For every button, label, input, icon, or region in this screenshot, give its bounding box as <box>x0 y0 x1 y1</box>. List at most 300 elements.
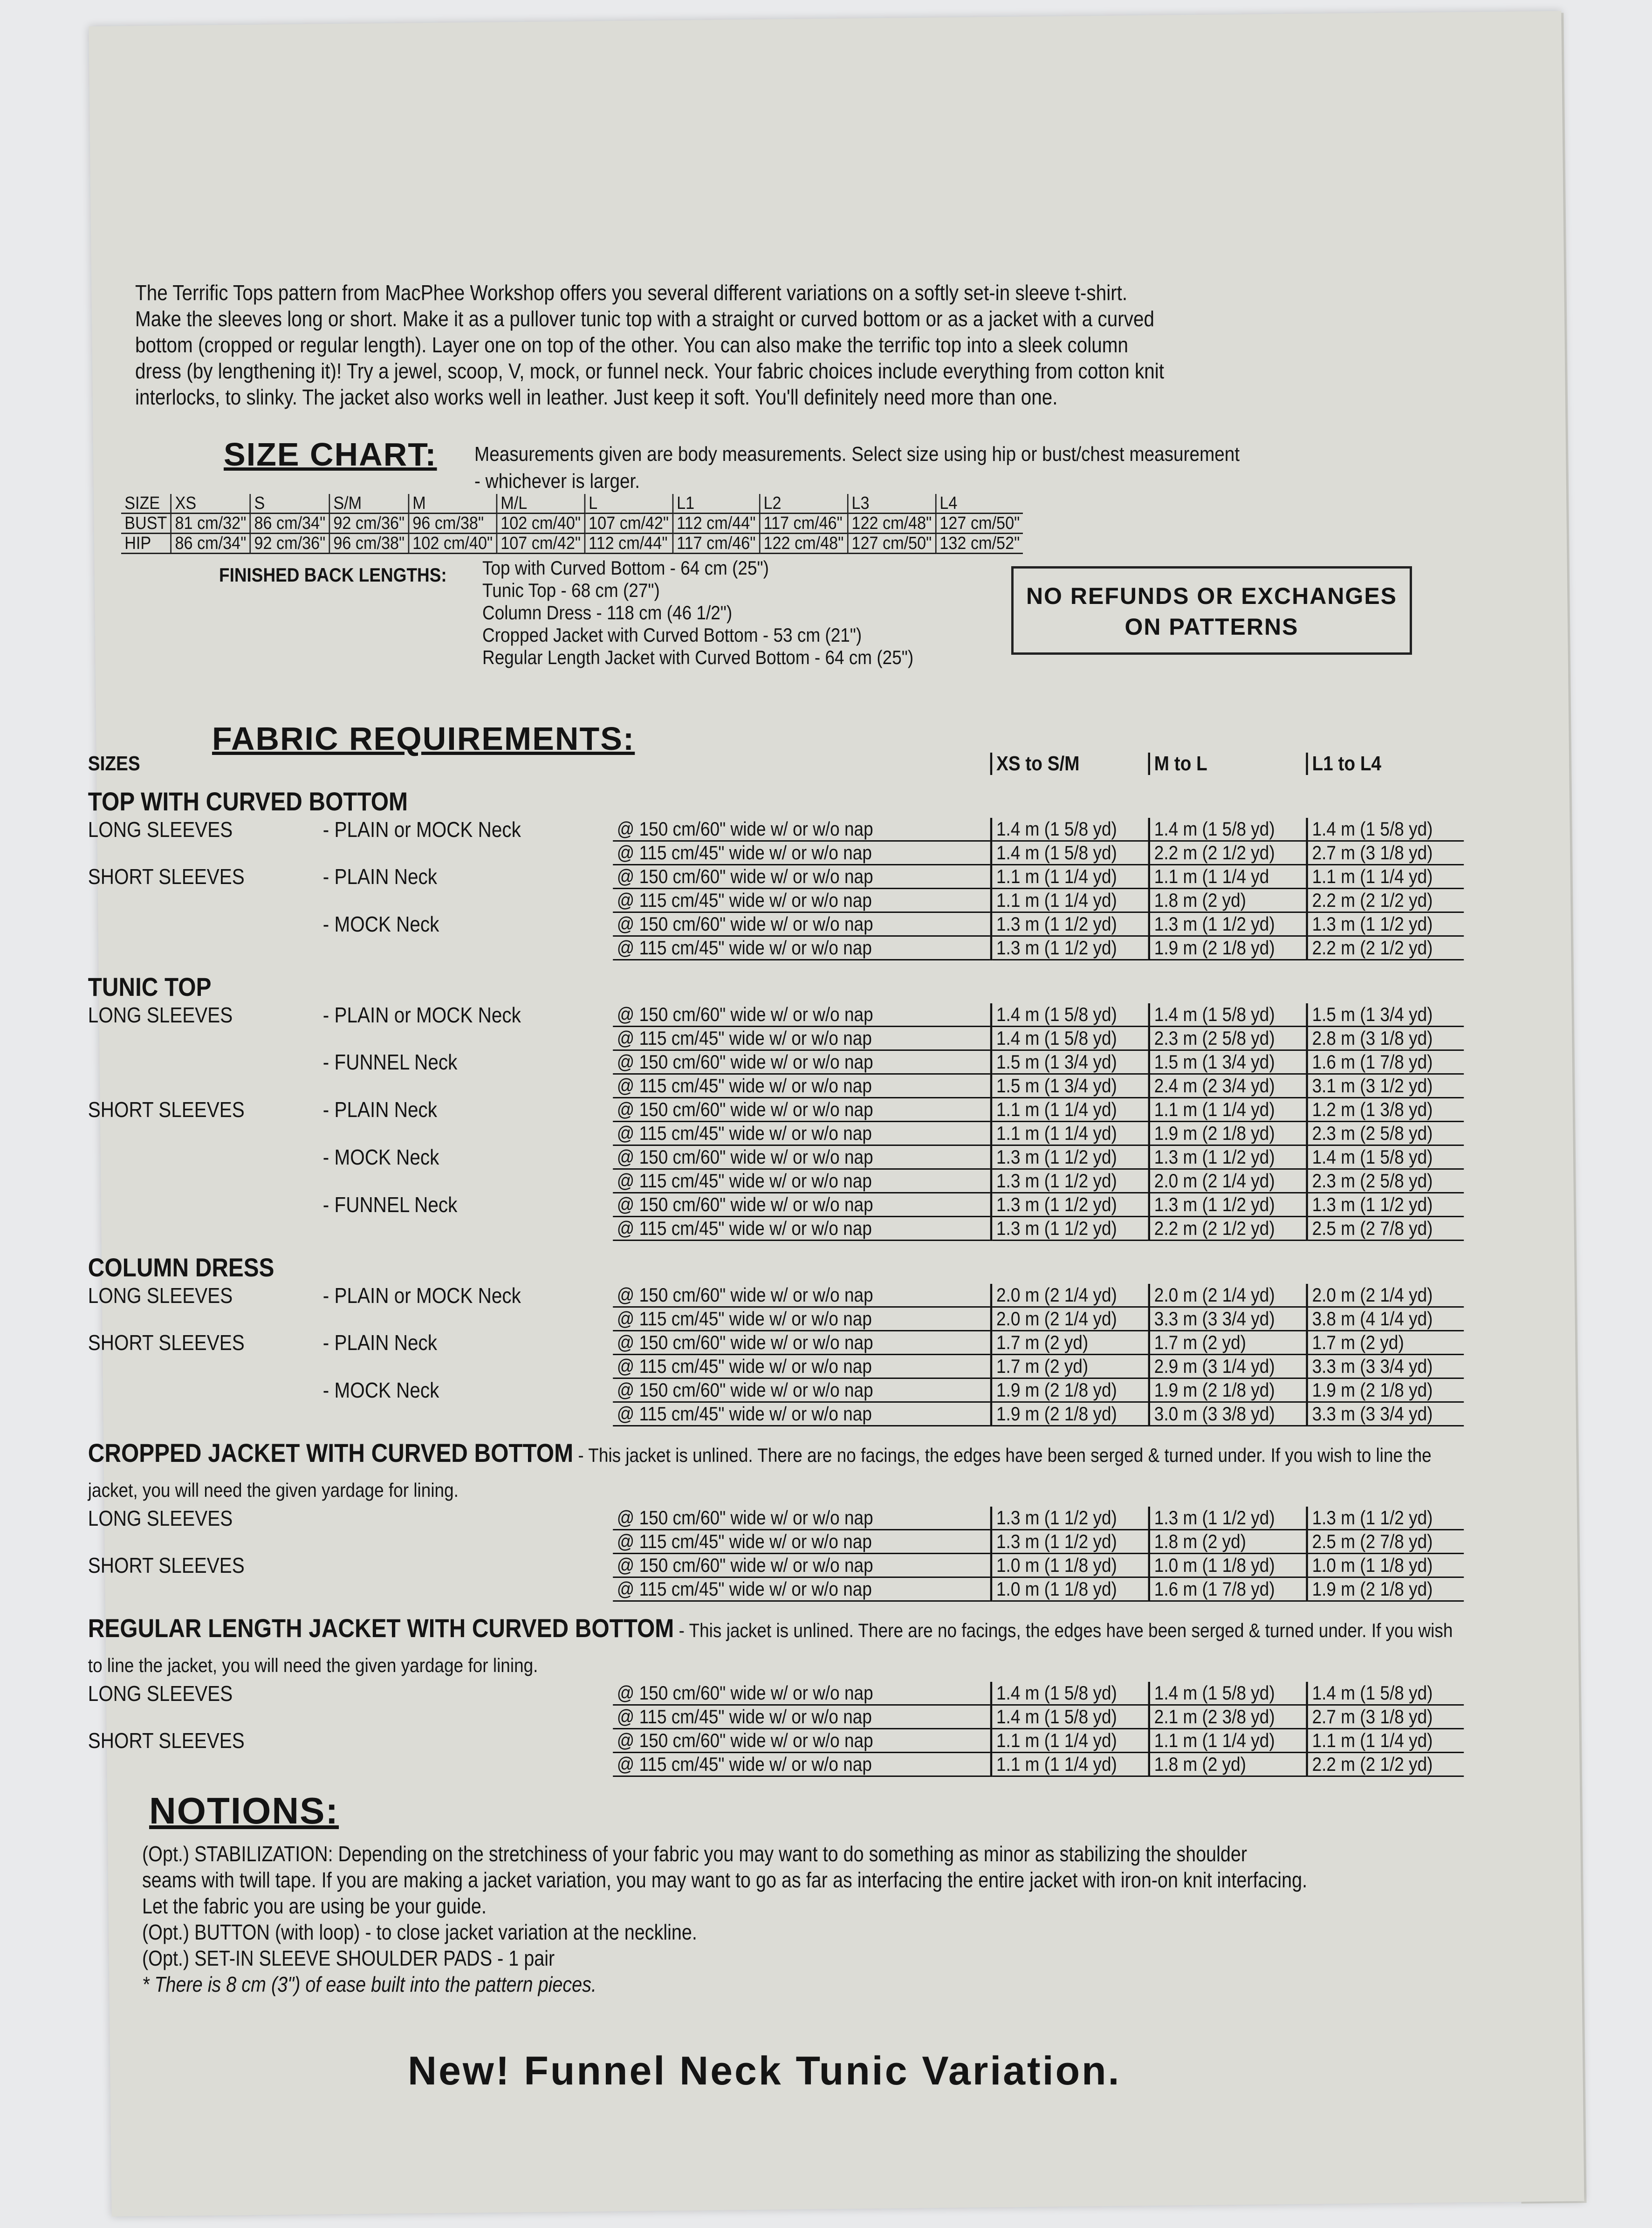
yardage-cell: 1.1 m (1 1/4 yd <box>1149 865 1307 889</box>
fabric-width: @ 115 cm/45" wide w/ or w/o nap <box>613 1122 991 1145</box>
fabric-requirements-heading: FABRIC REQUIREMENTS: <box>212 720 635 757</box>
sleeve-length <box>84 889 319 912</box>
neck-style: - FUNNEL Neck <box>322 1193 458 1217</box>
sleeve-length <box>84 1122 319 1145</box>
neck-style: - PLAIN or MOCK Neck <box>322 1002 521 1027</box>
yardage-cell: 1.3 m (1 1/2 yd) <box>1149 1507 1307 1530</box>
fabric-width: @ 150 cm/60" wide w/ or w/o nap <box>613 1145 991 1169</box>
yardage-cell: 1.9 m (2 1/8 yd) <box>1307 1577 1464 1601</box>
yardage-cell: 2.3 m (2 5/8 yd) <box>1307 1122 1464 1145</box>
yardage-cell: 1.3 m (1 1/2 yd) <box>991 912 1149 936</box>
sleeve-length <box>84 1355 319 1378</box>
yardage-cell: 1.3 m (1 1/2 yd) <box>1149 1145 1307 1169</box>
fabric-width: @ 150 cm/60" wide w/ or w/o nap <box>613 1284 991 1307</box>
neck-style <box>319 1122 613 1145</box>
size-cell: 81 cm/32" <box>171 514 250 534</box>
yardage-cell: 1.4 m (1 5/8 yd) <box>1149 1003 1307 1027</box>
fabric-width: @ 150 cm/60" wide w/ or w/o nap <box>613 1003 991 1027</box>
fabric-row <box>84 1355 1464 1378</box>
fabric-row <box>84 1577 1464 1601</box>
yardage-cell: 2.7 m (3 1/8 yd) <box>1307 1705 1464 1729</box>
neck-style <box>319 1307 613 1331</box>
intro-line: dress (by lengthening it)! Try a jewel, scoop, V, mock, or funnel neck. Your fabric choices include everything from cotton knit <box>135 359 1165 383</box>
fabric-row <box>84 936 1464 960</box>
fabric-row <box>84 1307 1464 1331</box>
neck-style <box>319 1355 613 1378</box>
size-cell: 102 cm/40" <box>409 534 497 554</box>
neck-style: - PLAIN or MOCK Neck <box>322 817 521 842</box>
size-row-label: SIZE <box>121 494 171 514</box>
yardage-cell: 1.1 m (1 1/4 yd) <box>1149 1098 1307 1122</box>
yardage-cell: 1.0 m (1 1/8 yd) <box>991 1577 1149 1601</box>
size-chart-table <box>121 494 1023 554</box>
size-chart-row <box>121 494 1023 514</box>
intro-line: bottom (cropped or regular length). Layer one on top of the other. You can also make the terrific top into a sleek column <box>135 333 1128 357</box>
fabric-width: @ 115 cm/45" wide w/ or w/o nap <box>613 1753 991 1776</box>
sleeve-length <box>84 1169 319 1193</box>
garment-name: COLUMN DRESS <box>88 1253 274 1282</box>
yardage-cell: 3.8 m (4 1/4 yd) <box>1307 1307 1464 1331</box>
size-row-label: BUST <box>121 514 171 534</box>
yardage-cell: 1.3 m (1 1/2 yd) <box>991 1507 1149 1530</box>
neck-style: - MOCK Neck <box>322 912 439 936</box>
yardage-cell: 1.0 m (1 1/8 yd) <box>991 1554 1149 1577</box>
yardage-cell: 1.4 m (1 5/8 yd) <box>1307 818 1464 841</box>
size-cell: 86 cm/34" <box>171 534 250 554</box>
yardage-cell: 1.1 m (1 1/4 yd) <box>991 865 1149 889</box>
garment-title <box>84 775 1464 818</box>
garment-title <box>84 1426 1464 1507</box>
neck-style <box>319 1217 613 1241</box>
yardage-cell: 1.3 m (1 1/2 yd) <box>991 1530 1149 1554</box>
yardage-cell: 2.2 m (2 1/2 yd) <box>1307 936 1464 960</box>
yardage-cell: 1.4 m (1 5/8 yd) <box>1149 818 1307 841</box>
finished-length-item: Column Dress - 118 cm (46 1/2") <box>482 602 733 624</box>
size-cell: 117 cm/46" <box>673 534 760 554</box>
yardage-cell: 1.7 m (2 yd) <box>991 1355 1149 1378</box>
fabric-row <box>84 1169 1464 1193</box>
size-chart-note-2: - whichever is larger. <box>474 470 640 493</box>
neck-style <box>319 1507 613 1530</box>
yardage-cell: 1.6 m (1 7/8 yd) <box>1307 1050 1464 1074</box>
sleeve-length <box>84 1074 319 1098</box>
neck-style: - PLAIN or MOCK Neck <box>322 1283 521 1308</box>
yardage-cell: 3.3 m (3 3/4 yd) <box>1307 1402 1464 1426</box>
sleeve-length: LONG SLEEVES <box>88 817 233 842</box>
sleeve-length <box>84 1705 319 1729</box>
yardage-cell: 1.5 m (1 3/4 yd) <box>1149 1050 1307 1074</box>
yardage-cell: 1.4 m (1 5/8 yd) <box>991 1003 1149 1027</box>
intro-line: The Terrific Tops pattern from MacPhee Workshop offers you several different variations on a softly set-in sleeve t-shirt. <box>135 281 1128 305</box>
neck-style: - MOCK Neck <box>322 1378 439 1402</box>
neck-style <box>319 1554 613 1577</box>
garment-group-row <box>84 1601 1464 1682</box>
sleeve-length <box>84 1307 319 1331</box>
neck-style <box>319 1027 613 1050</box>
sleeve-length: SHORT SLEEVES <box>88 1097 245 1122</box>
size-cell: L2 <box>760 494 848 514</box>
size-chart-note: Measurements given are body measurements. Select size using hip or bust/chest measurement <box>474 443 1240 466</box>
yardage-cell: 1.3 m (1 1/2 yd) <box>1307 1193 1464 1217</box>
yardage-cell: 2.7 m (3 1/8 yd) <box>1307 841 1464 865</box>
fabric-width: @ 150 cm/60" wide w/ or w/o nap <box>613 1682 991 1705</box>
size-cell: 112 cm/44" <box>585 534 673 554</box>
notions-heading: NOTIONS: <box>149 1790 339 1831</box>
finished-lengths-list <box>482 557 913 669</box>
finished-lengths-label: FINISHED BACK LENGTHS: <box>219 564 447 586</box>
yardage-cell: 2.9 m (3 1/4 yd) <box>1149 1355 1307 1378</box>
yardage-cell: 1.4 m (1 5/8 yd) <box>991 818 1149 841</box>
yardage-cell: 3.0 m (3 3/8 yd) <box>1149 1402 1307 1426</box>
yardage-cell: 3.3 m (3 3/4 yd) <box>1307 1355 1464 1378</box>
fabric-width: @ 150 cm/60" wide w/ or w/o nap <box>613 1729 991 1753</box>
size-cell: 92 cm/36" <box>329 514 409 534</box>
fabric-width: @ 150 cm/60" wide w/ or w/o nap <box>613 912 991 936</box>
fabric-row <box>84 1145 1464 1169</box>
fabric-row <box>84 1003 1464 1027</box>
garment-note: - This jacket is unlined. There are no facings, the edges have been serged & turned under. If you wish to line the jacket, you will need the given yardage for lining. <box>88 1444 1432 1501</box>
size-row-label: HIP <box>121 534 171 554</box>
intro-paragraph <box>135 280 1251 410</box>
sleeve-length: SHORT SLEEVES <box>88 1330 245 1355</box>
size-cell: 132 cm/52" <box>936 534 1023 554</box>
yardage-cell: 1.4 m (1 5/8 yd) <box>991 1705 1149 1729</box>
yardage-cell: 3.3 m (3 3/4 yd) <box>1149 1307 1307 1331</box>
size-cell: 92 cm/36" <box>250 534 329 554</box>
fabric-row <box>84 1074 1464 1098</box>
sleeve-length <box>84 1050 319 1074</box>
yardage-cell: 1.4 m (1 5/8 yd) <box>1307 1145 1464 1169</box>
size-cell: 96 cm/38" <box>409 514 497 534</box>
fabric-width: @ 115 cm/45" wide w/ or w/o nap <box>613 936 991 960</box>
neck-style <box>319 1753 613 1776</box>
sleeve-length <box>84 1577 319 1601</box>
fabric-width: @ 115 cm/45" wide w/ or w/o nap <box>613 1169 991 1193</box>
sleeve-length <box>84 1530 319 1554</box>
fabric-row <box>84 1027 1464 1050</box>
yardage-cell: 1.1 m (1 1/4 yd) <box>1149 1729 1307 1753</box>
neck-style <box>319 1682 613 1705</box>
garment-group-row <box>84 960 1464 1004</box>
fabric-width: @ 150 cm/60" wide w/ or w/o nap <box>613 1331 991 1355</box>
notions-line: (Opt.) STABILIZATION: Depending on the stretchiness of your fabric you may want to do something as minor as stabilizing the shoulder <box>142 1842 1248 1866</box>
size-chart-heading: SIZE CHART: <box>224 436 437 473</box>
fabric-row <box>84 912 1464 936</box>
yardage-cell: 1.3 m (1 1/2 yd) <box>1307 912 1464 936</box>
fabric-row <box>84 818 1464 841</box>
garment-title <box>84 1601 1464 1682</box>
fabric-width: @ 115 cm/45" wide w/ or w/o nap <box>613 841 991 865</box>
finished-length-item: Top with Curved Bottom - 64 cm (25") <box>482 557 769 579</box>
blank-cell <box>319 753 613 775</box>
intro-line: Make the sleeves long or short. Make it as a pullover tunic top with a straight or curved bottom or as a jacket with a curved <box>135 307 1154 331</box>
yardage-cell: 1.3 m (1 1/2 yd) <box>991 1169 1149 1193</box>
sleeve-length: LONG SLEEVES <box>88 1681 233 1706</box>
yardage-cell: 2.5 m (2 7/8 yd) <box>1307 1217 1464 1241</box>
garment-name: CROPPED JACKET WITH CURVED BOTTOM <box>88 1438 574 1467</box>
yardage-cell: 1.1 m (1 1/4 yd) <box>1307 865 1464 889</box>
notice-line: ON PATTERNS <box>1124 614 1299 640</box>
notice-line: NO REFUNDS OR EXCHANGES <box>1026 583 1398 609</box>
sleeve-length <box>84 1145 319 1169</box>
yardage-cell: 1.5 m (1 3/4 yd) <box>991 1050 1149 1074</box>
sleeve-length <box>84 1402 319 1426</box>
yardage-cell: 1.1 m (1 1/4 yd) <box>991 1122 1149 1145</box>
yardage-cell: 1.8 m (2 yd) <box>1149 1530 1307 1554</box>
size-cell: L1 <box>673 494 760 514</box>
fabric-row <box>84 1507 1464 1530</box>
sleeve-length <box>84 1193 319 1217</box>
fabric-width: @ 115 cm/45" wide w/ or w/o nap <box>613 1355 991 1378</box>
yardage-cell: 1.4 m (1 5/8 yd) <box>1307 1682 1464 1705</box>
size-range-header: L1 to L4 <box>1307 753 1464 775</box>
yardage-cell: 1.8 m (2 yd) <box>1149 1753 1307 1776</box>
size-range-header: M to L <box>1149 753 1307 775</box>
yardage-cell: 1.4 m (1 5/8 yd) <box>1149 1682 1307 1705</box>
neck-style: - FUNNEL Neck <box>322 1050 458 1074</box>
garment-name: REGULAR LENGTH JACKET WITH CURVED BOTTOM <box>88 1613 674 1643</box>
garment-name: TUNIC TOP <box>88 972 212 1001</box>
size-cell: 122 cm/48" <box>760 534 848 554</box>
neck-style: - PLAIN Neck <box>322 1097 437 1122</box>
size-cell: 96 cm/38" <box>329 534 409 554</box>
yardage-cell: 2.3 m (2 5/8 yd) <box>1149 1027 1307 1050</box>
sizes-label: SIZES <box>88 752 140 775</box>
garment-title <box>84 1241 1464 1284</box>
fabric-row <box>84 1402 1464 1426</box>
yardage-cell: 1.3 m (1 1/2 yd) <box>1307 1507 1464 1530</box>
yardage-cell: 2.0 m (2 1/4 yd) <box>1149 1169 1307 1193</box>
yardage-cell: 1.0 m (1 1/8 yd) <box>1307 1554 1464 1577</box>
finished-length-item: Tunic Top - 68 cm (27") <box>482 579 660 601</box>
size-cell: M <box>409 494 497 514</box>
fabric-row <box>84 1729 1464 1753</box>
notions-line: seams with twill tape. If you are making a jacket variation, you may want to go as far as interfacing the entire jacket with iron-on knit interfacing. <box>142 1868 1308 1892</box>
yardage-cell: 2.0 m (2 1/4 yd) <box>991 1307 1149 1331</box>
neck-style: - MOCK Neck <box>322 1145 439 1169</box>
blank-cell <box>613 753 991 775</box>
yardage-cell: 1.4 m (1 5/8 yd) <box>991 1027 1149 1050</box>
neck-style <box>319 936 613 960</box>
sleeve-length: SHORT SLEEVES <box>88 1553 245 1577</box>
yardage-cell: 1.7 m (2 yd) <box>1149 1331 1307 1355</box>
fabric-width: @ 150 cm/60" wide w/ or w/o nap <box>613 865 991 889</box>
size-cell: L4 <box>936 494 1023 514</box>
yardage-cell: 1.1 m (1 1/4 yd) <box>991 1729 1149 1753</box>
fabric-width: @ 150 cm/60" wide w/ or w/o nap <box>613 1050 991 1074</box>
yardage-cell: 2.2 m (2 1/2 yd) <box>1149 841 1307 865</box>
yardage-cell: 2.4 m (2 3/4 yd) <box>1149 1074 1307 1098</box>
fabric-width: @ 150 cm/60" wide w/ or w/o nap <box>613 1507 991 1530</box>
size-cell: S <box>250 494 329 514</box>
yardage-cell: 2.2 m (2 1/2 yd) <box>1307 889 1464 912</box>
size-cell: XS <box>171 494 250 514</box>
fabric-row <box>84 1098 1464 1122</box>
notions-line: Let the fabric you are using be your guide. <box>142 1894 487 1918</box>
yardage-cell: 1.1 m (1 1/4 yd) <box>1307 1729 1464 1753</box>
fabric-column-header-row <box>84 753 1464 775</box>
yardage-cell: 1.1 m (1 1/4 yd) <box>991 889 1149 912</box>
intro-line: interlocks, to slinky. The jacket also works well in leather. Just keep it soft. You'll definitely need more than one. <box>135 385 1058 409</box>
footer-announcement: New! Funnel Neck Tunic Variation. <box>408 2049 1121 2093</box>
garment-note: - This jacket is unlined. There are no facings, the edges have been serged & turned under. If you wish to line the jacket, you will need the given yardage for lining. <box>88 1619 1453 1676</box>
size-cell: L3 <box>848 494 936 514</box>
yardage-cell: 1.1 m (1 1/4 yd) <box>991 1098 1149 1122</box>
yardage-cell: 2.2 m (2 1/2 yd) <box>1149 1217 1307 1241</box>
notions-list <box>142 1841 1385 1997</box>
yardage-cell: 2.1 m (2 3/8 yd) <box>1149 1705 1307 1729</box>
size-cell: 122 cm/48" <box>848 514 936 534</box>
fabric-width: @ 115 cm/45" wide w/ or w/o nap <box>613 1307 991 1331</box>
neck-style <box>319 1705 613 1729</box>
size-cell: S/M <box>329 494 409 514</box>
yardage-cell: 1.3 m (1 1/2 yd) <box>991 936 1149 960</box>
fabric-width: @ 150 cm/60" wide w/ or w/o nap <box>613 1554 991 1577</box>
fabric-row <box>84 1331 1464 1355</box>
fabric-width: @ 115 cm/45" wide w/ or w/o nap <box>613 1402 991 1426</box>
yardage-cell: 2.8 m (3 1/8 yd) <box>1307 1027 1464 1050</box>
fabric-width: @ 150 cm/60" wide w/ or w/o nap <box>613 1378 991 1402</box>
size-chart-row <box>121 514 1023 534</box>
yardage-cell: 1.8 m (2 yd) <box>1149 889 1307 912</box>
fabric-width: @ 115 cm/45" wide w/ or w/o nap <box>613 1577 991 1601</box>
notions-line: (Opt.) SET-IN SLEEVE SHOULDER PADS - 1 pair <box>142 1946 555 1970</box>
yardage-cell: 1.7 m (2 yd) <box>1307 1331 1464 1355</box>
size-cell: L <box>585 494 673 514</box>
size-cell: 107 cm/42" <box>585 514 673 534</box>
yardage-cell: 3.1 m (3 1/2 yd) <box>1307 1074 1464 1098</box>
fabric-width: @ 115 cm/45" wide w/ or w/o nap <box>613 1217 991 1241</box>
garment-group-row <box>84 775 1464 818</box>
fabric-row <box>84 1217 1464 1241</box>
fabric-row <box>84 1753 1464 1776</box>
fabric-row <box>84 1122 1464 1145</box>
yardage-cell: 1.2 m (1 3/8 yd) <box>1307 1098 1464 1122</box>
sleeve-length: LONG SLEEVES <box>88 1002 233 1027</box>
neck-style <box>319 1729 613 1753</box>
fabric-row <box>84 1705 1464 1729</box>
sleeve-length <box>84 1217 319 1241</box>
yardage-cell: 1.5 m (1 3/4 yd) <box>1307 1003 1464 1027</box>
sleeve-length <box>84 912 319 936</box>
fabric-row <box>84 1050 1464 1074</box>
fabric-row <box>84 1682 1464 1705</box>
fabric-row <box>84 889 1464 912</box>
neck-style: - PLAIN Neck <box>322 864 437 889</box>
sleeve-length <box>84 841 319 865</box>
yardage-cell: 2.0 m (2 1/4 yd) <box>991 1284 1149 1307</box>
neck-style: - PLAIN Neck <box>322 1330 437 1355</box>
neck-style <box>319 1169 613 1193</box>
size-cell: 112 cm/44" <box>673 514 760 534</box>
yardage-cell: 1.3 m (1 1/2 yd) <box>991 1145 1149 1169</box>
fabric-width: @ 150 cm/60" wide w/ or w/o nap <box>613 1098 991 1122</box>
fabric-row <box>84 841 1464 865</box>
sleeve-length: SHORT SLEEVES <box>88 864 245 889</box>
fabric-width: @ 115 cm/45" wide w/ or w/o nap <box>613 1530 991 1554</box>
yardage-cell: 1.0 m (1 1/8 yd) <box>1149 1554 1307 1577</box>
yardage-cell: 1.3 m (1 1/2 yd) <box>1149 912 1307 936</box>
yardage-cell: 1.3 m (1 1/2 yd) <box>1149 1193 1307 1217</box>
neck-style <box>319 1402 613 1426</box>
neck-style <box>319 889 613 912</box>
finished-length-item: Cropped Jacket with Curved Bottom - 53 cm (21") <box>482 624 862 646</box>
fabric-row <box>84 1378 1464 1402</box>
yardage-cell: 2.3 m (2 5/8 yd) <box>1307 1169 1464 1193</box>
size-cell: 127 cm/50" <box>936 514 1023 534</box>
fabric-row <box>84 1554 1464 1577</box>
fabric-width: @ 150 cm/60" wide w/ or w/o nap <box>613 1193 991 1217</box>
yardage-cell: 1.7 m (2 yd) <box>991 1331 1149 1355</box>
fabric-width: @ 115 cm/45" wide w/ or w/o nap <box>613 1074 991 1098</box>
sleeve-length: LONG SLEEVES <box>88 1506 233 1530</box>
sleeve-length <box>84 1753 319 1776</box>
fabric-width: @ 115 cm/45" wide w/ or w/o nap <box>613 1705 991 1729</box>
garment-group-row <box>84 1241 1464 1284</box>
sleeve-length: SHORT SLEEVES <box>88 1728 245 1753</box>
yardage-cell: 2.5 m (2 7/8 yd) <box>1307 1530 1464 1554</box>
yardage-cell: 1.4 m (1 5/8 yd) <box>991 1682 1149 1705</box>
garment-title <box>84 960 1464 1004</box>
yardage-cell: 1.1 m (1 1/4 yd) <box>991 1753 1149 1776</box>
yardage-cell: 1.9 m (2 1/8 yd) <box>1149 1378 1307 1402</box>
yardage-cell: 1.4 m (1 5/8 yd) <box>991 841 1149 865</box>
fabric-width: @ 115 cm/45" wide w/ or w/o nap <box>613 1027 991 1050</box>
fabric-row <box>84 1284 1464 1307</box>
size-cell: 107 cm/42" <box>497 534 585 554</box>
sleeve-length <box>84 1378 319 1402</box>
yardage-cell: 1.9 m (2 1/8 yd) <box>1149 936 1307 960</box>
garment-name: TOP WITH CURVED BOTTOM <box>88 787 408 816</box>
fabric-row <box>84 1193 1464 1217</box>
neck-style <box>319 1577 613 1601</box>
yardage-cell: 1.9 m (2 1/8 yd) <box>991 1402 1149 1426</box>
yardage-cell: 1.9 m (2 1/8 yd) <box>1149 1122 1307 1145</box>
size-cell: 102 cm/40" <box>497 514 585 534</box>
yardage-cell: 2.0 m (2 1/4 yd) <box>1149 1284 1307 1307</box>
yardage-cell: 1.9 m (2 1/8 yd) <box>991 1378 1149 1402</box>
fabric-row <box>84 1530 1464 1554</box>
yardage-cell: 2.2 m (2 1/2 yd) <box>1307 1753 1464 1776</box>
sleeve-length: LONG SLEEVES <box>88 1283 233 1308</box>
sleeve-length <box>84 936 319 960</box>
garment-group-row <box>84 1426 1464 1507</box>
no-refunds-notice <box>1011 566 1412 655</box>
fabric-requirements-table <box>84 753 1464 1777</box>
size-cell: 117 cm/46" <box>760 514 848 534</box>
yardage-cell: 1.3 m (1 1/2 yd) <box>991 1217 1149 1241</box>
neck-style <box>319 1530 613 1554</box>
size-cell: 127 cm/50" <box>848 534 936 554</box>
neck-style <box>319 1074 613 1098</box>
yardage-cell: 1.6 m (1 7/8 yd) <box>1149 1577 1307 1601</box>
sleeve-length <box>84 1027 319 1050</box>
fabric-width: @ 150 cm/60" wide w/ or w/o nap <box>613 818 991 841</box>
finished-length-item: Regular Length Jacket with Curved Bottom - 64 cm (25") <box>482 646 914 668</box>
fabric-width: @ 115 cm/45" wide w/ or w/o nap <box>613 889 991 912</box>
neck-style <box>319 841 613 865</box>
size-chart-row <box>121 534 1023 554</box>
notions-line: (Opt.) BUTTON (with loop) - to close jacket variation at the neckline. <box>142 1920 697 1944</box>
yardage-cell: 1.5 m (1 3/4 yd) <box>991 1074 1149 1098</box>
yardage-cell: 2.0 m (2 1/4 yd) <box>1307 1284 1464 1307</box>
fabric-row <box>84 865 1464 889</box>
yardage-cell: 1.3 m (1 1/2 yd) <box>991 1193 1149 1217</box>
size-range-header: XS to S/M <box>991 753 1149 775</box>
size-cell: 86 cm/34" <box>250 514 329 534</box>
size-cell: M/L <box>497 494 585 514</box>
notions-line: * There is 8 cm (3") of ease built into the pattern pieces. <box>142 1972 596 1996</box>
